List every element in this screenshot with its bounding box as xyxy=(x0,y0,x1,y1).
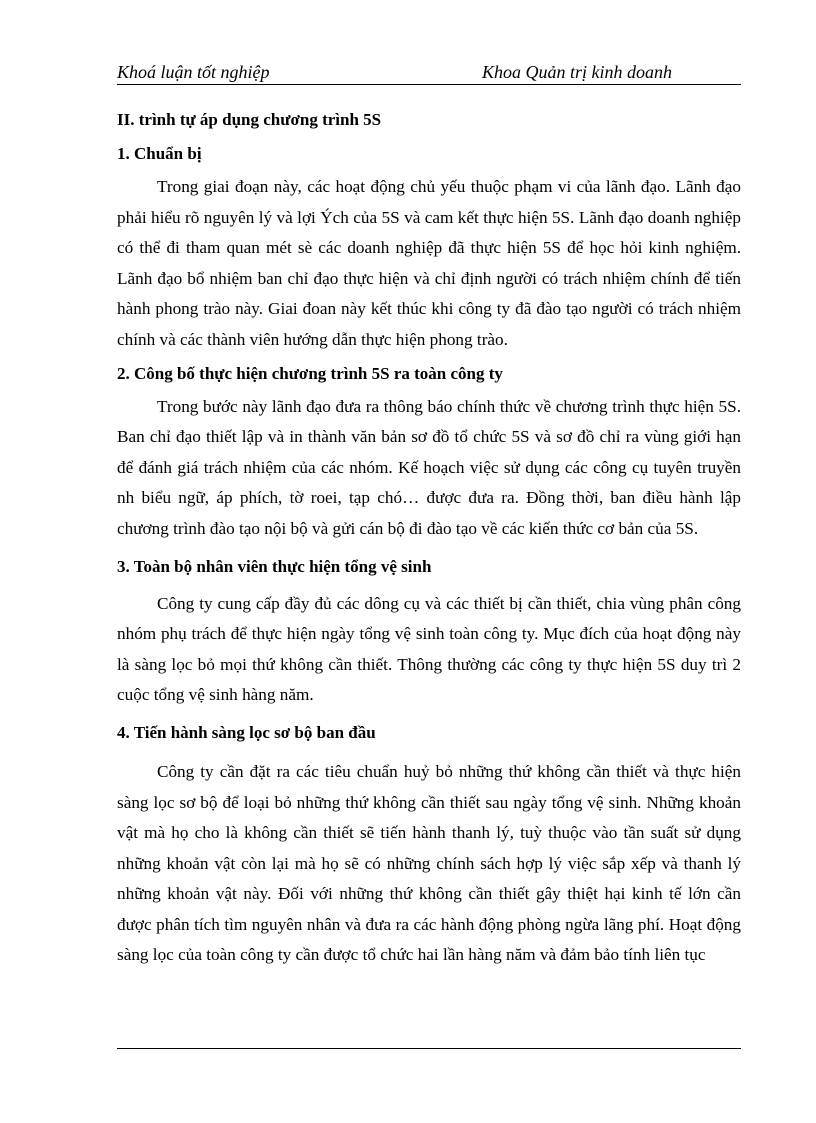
document-body xyxy=(117,110,741,971)
section-heading-announcement: 2. Công bố thực hiện chương trình 5S ra toàn công ty xyxy=(117,363,503,383)
header-faculty-label: Khoa Quản trị kinh doanh xyxy=(482,62,673,82)
paragraph-cleaning: Công ty cung cấp đầy đủ các dông cụ và các thiết bị cần thiết, chia vùng phân công nhóm phụ trách để thực hiện ngày tổng vệ sinh toàn công ty. Mục đích của hoạt động này là sàng lọc bỏ mọi thứ không cần thiết. Thông thường các công ty thực hiện 5S duy trì 2 cuộc tổng vệ sinh hàng năm. xyxy=(117,593,741,705)
page-header xyxy=(117,62,741,85)
section-title: II. trình tự áp dụng chương trình 5S xyxy=(117,110,382,129)
section-heading-cleaning: 3. Toàn bộ nhân viên thực hiện tổng vệ sinh xyxy=(117,556,432,576)
section-heading-sorting: 4. Tiến hành sàng lọc sơ bộ ban đầu xyxy=(117,722,376,742)
footer-divider xyxy=(117,1048,741,1049)
header-thesis-label: Khoá luận tốt nghiệp xyxy=(117,62,270,82)
section-heading-preparation: 1. Chuẩn bị xyxy=(117,144,202,163)
paragraph-announcement: Trong bước này lãnh đạo đưa ra thông báo chính thức về chương trình thực hiện 5S. Ban chỉ đạo thiết lập và in thành văn bản sơ đồ tổ chức 5S và sơ đồ chỉ ra vùng giới hạn để đánh giá trách nhiệm của các nhóm. Kế hoạch việc sử dụng các công cụ tuyên truyền nh biểu ngữ, áp phích, tờ roei, tạp chó… được đưa ra. Đồng thời, ban điều hành lập chương trình đào tạo nội bộ và gửi cán bộ đi đào tạo về các kiến thức cơ bản của 5S. xyxy=(117,396,741,538)
paragraph-preparation: Trong giai đoạn này, các hoạt động chủ yếu thuộc phạm vi của lãnh đạo. Lãnh đạo phải hiểu rõ nguyên lý và lợi Ých của 5S và cam kết thực hiện 5S. Lãnh đạo doanh nghiệp có thể đi tham quan mét sè các doanh nghiệp đã thực hiện 5S để học hỏi kinh nghiệm. Lãnh đạo bổ nhiệm ban chỉ đạo thực hiện và chỉ định người có trách nhiệm chính để tiến hành phong trào này. Giai đoan này kết thúc khi công ty đã đào tạo người có trách nhiệm chính và các thành viên hướng dẫn thực hiện phong trào. xyxy=(117,177,741,349)
paragraph-sorting: Công ty cần đặt ra các tiêu chuẩn huỷ bỏ những thứ không cần thiết và thực hiện sàng lọc sơ bộ để loại bỏ những thứ không cần thiết sau ngày tổng vệ sinh. Những khoản vật mà họ cho là không cần thiết sẽ tiến hành thanh lý, tuỳ thuộc vào tần suất sử dụng những khoản vật còn lại mà họ sẽ có những chính sách hợp lý việc sắp xếp và thanh lý những khoản vật này. Đối với những thứ không cần thiết gây thiệt hại kinh tế lớn cần được phân tích tìm nguyên nhân và đưa ra các hành động phòng ngừa lãng phí. Hoạt động sàng lọc của toàn công ty cần được tổ chức hai lần hàng năm và đảm bảo tính liên tục xyxy=(117,761,741,965)
